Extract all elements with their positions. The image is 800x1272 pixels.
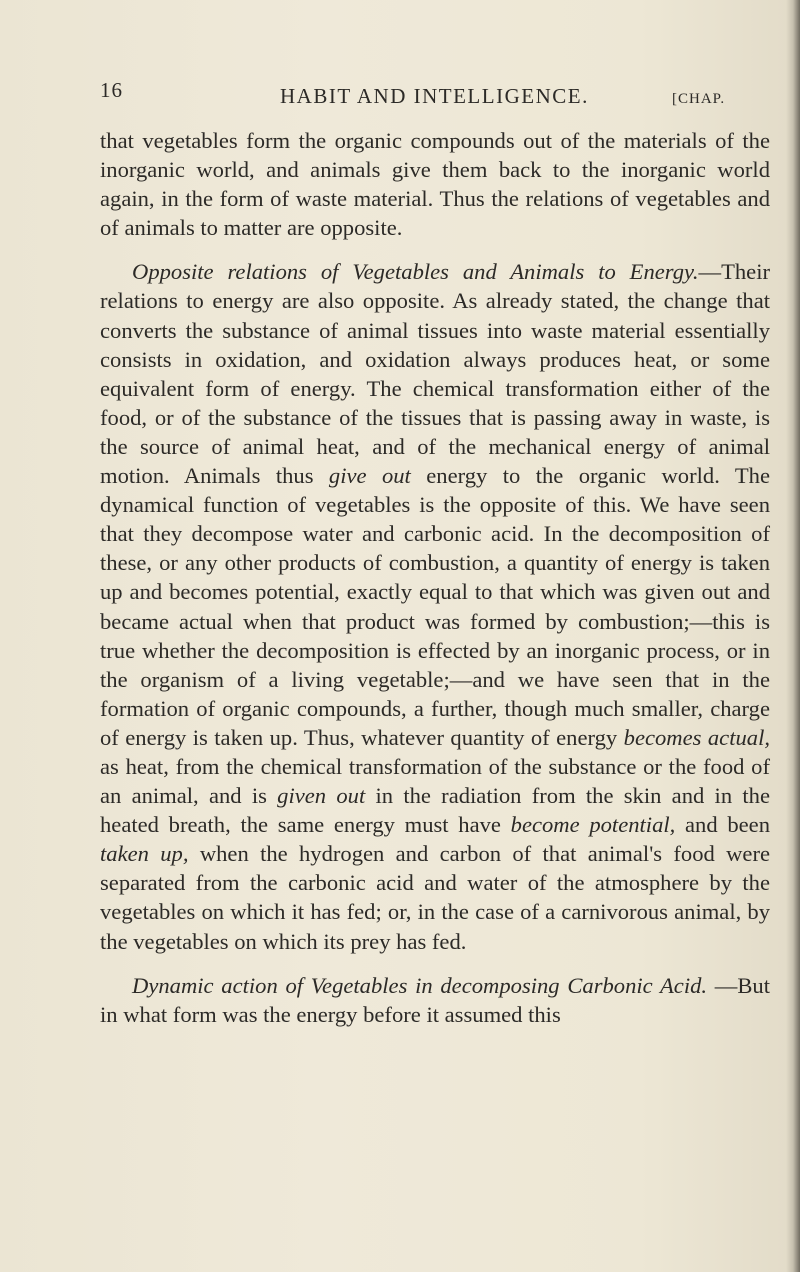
running-head [100,78,770,108]
paragraph-3-text: —But in what form was the energy before it assumed this [100,972,771,1027]
emphasis-become-potential: become potential, [510,812,676,838]
section-heading-energy: Opposite relations of Vegetables and Animals to Energy. [132,259,699,285]
paragraph-2 [100,257,770,955]
page-gutter-shadow [786,0,800,1272]
page-number: 16 [100,78,123,102]
paragraph-2-text: in the radiation from the skin and in the heated breath, the same energy must have [100,783,770,838]
emphasis-taken-up: taken up, [100,841,189,867]
emphasis-give-out: give out [328,463,411,489]
paragraph-2-text: as heat, from the chemical transformation of the substance or the food of an animal, and is [100,753,770,809]
paragraph-3 [100,971,770,1029]
section-heading-carbonic-acid: Dynamic action of Vegetables in decomposing Carbonic Acid. [132,972,708,998]
paragraph-2-text: and been [675,812,770,838]
paragraph-2-text: —Their relations to energy are also opposite. As already stated, the change that converts the substance of animal tissues into waste material essentially consists in oxidation, and oxidation always produces heat, or some equivalent form of energy. The chemical transformation either of the food, or of the substance of the tissues that is passing away in waste, is the source of animal heat, and of the mechanical energy of animal motion. Animals thus [100,259,770,489]
paragraph-2-text: energy to the organic world. The dynamical function of vegetables is the opposite of this. We have seen that they decompose water and carbonic acid. In the decomposition of these, or any other products of combustion, a quantity of energy is taken up and becomes potential, exactly equal to that which was given out and became actual when that product was formed by combustion;—this is true whether the decomposition is effected by an inorganic process, or in the organism of a living vegetable;—and we have seen that in the formation of organic compounds, a further, though much smaller, charge of energy is taken up. Thus, whatever quantity of energy [100,463,770,750]
emphasis-becomes-actual: becomes actual, [623,724,771,750]
paragraph-2-text: when the hydrogen and carbon of that animal's food were separated from the carbonic acid and water of the atmosphere by the vegetables on which it has fed; or, in the case of a carnivorous animal, by the vegetables on which its prey has fed. [100,841,770,954]
running-head-title: HABIT AND INTELLIGENCE. [280,84,589,108]
paragraph-1-text: that vegetables form the organic compounds out of the materials of the inorganic world, and animals give them back to the inorganic world again, in the form of waste material. Thus the relations of vegetables and of animals to matter are opposite. [100,128,770,241]
paragraph-1 [100,126,770,242]
body-text [100,126,770,1029]
emphasis-given-out: given out [277,783,366,809]
chapter-mark: [CHAP. [672,91,726,107]
